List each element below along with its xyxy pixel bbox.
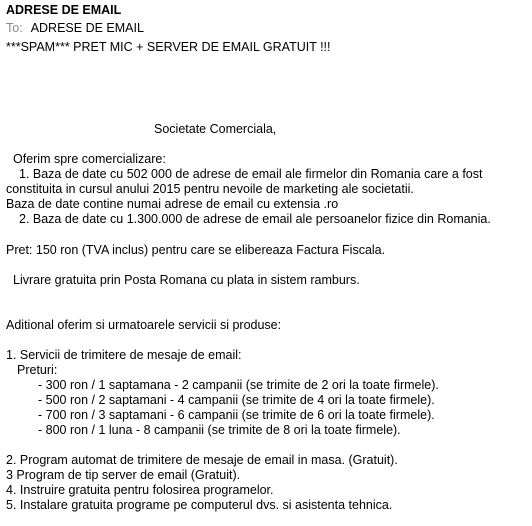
email-subject: ***SPAM*** PRET MIC + SERVER DE EMAIL GRATUIT !!! <box>6 40 331 54</box>
service-3: 3 Program de tip server de email (Gratuit). <box>6 468 241 482</box>
service-5: 5. Instalare gratuita programe pe computerul dvs. si asistenta tehnica. <box>6 498 393 512</box>
service-2: 2. Program automat de trimitere de mesaje de email in masa. (Gratuit). <box>6 453 398 467</box>
item1-line3: Baza de date contine numai adrese de email cu extensia .ro <box>6 197 339 211</box>
sender-name[interactable]: ADRESE DE EMAIL <box>6 3 122 17</box>
price-list-item: - 700 ron / 3 saptamani - 6 campanii (se trimite de 6 ori la toate firmele). <box>38 408 435 422</box>
recipient-name[interactable]: ADRESE DE EMAIL <box>30 21 144 35</box>
greeting: Societate Comerciala, <box>154 122 277 136</box>
item1-line1: 1. Baza de date cu 502 000 de adrese de email ale firmelor din Romania care a fost <box>19 167 483 181</box>
item2: 2. Baza de date cu 1.300.000 de adrese de email ale persoanelor fizice din Romania. <box>19 212 491 226</box>
offer-intro: Oferim spre comercializare: <box>13 152 166 166</box>
price-list-item: - 300 ron / 1 saptamana - 2 campanii (se trimite de 2 ori la toate firmele). <box>38 378 439 392</box>
delivery-info: Livrare gratuita prin Posta Romana cu plata in sistem ramburs. <box>13 273 360 287</box>
price-info: Pret: 150 ron (TVA inclus) pentru care se elibereaza Factura Fiscala. <box>6 243 386 257</box>
recipient-row <box>6 21 144 35</box>
to-label: To: <box>6 21 23 35</box>
price-list-item: - 800 ron / 1 luna - 8 campanii (se trimite de 8 ori la toate firmele). <box>38 423 401 437</box>
service-1: 1. Servicii de trimitere de mesaje de email: <box>6 348 242 362</box>
item1-line2: constituita in cursul anului 2015 pentru nevoile de marketing ale societatii. <box>6 182 414 196</box>
additional-intro: Aditional oferim si urmatoarele servicii si produse: <box>6 318 282 332</box>
price-list-item: - 500 ron / 2 saptamani - 4 campanii (se trimite de 4 ori la toate firmele). <box>38 393 435 407</box>
service-4: 4. Instruire gratuita pentru folosirea programelor. <box>6 483 274 497</box>
prices-label: Preturi: <box>17 363 58 377</box>
